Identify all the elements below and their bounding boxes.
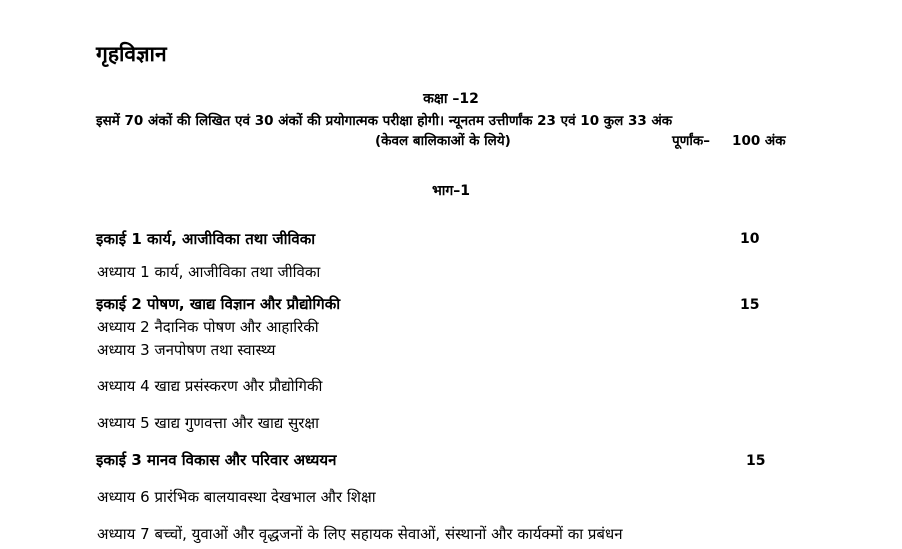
- class-heading: कक्षा –12: [423, 91, 479, 107]
- unit-1-marks: 10: [740, 231, 760, 247]
- part-heading: भाग–1: [431, 183, 471, 199]
- full-marks: [672, 131, 786, 149]
- full-marks-value: 100 अंक: [732, 133, 786, 149]
- chapter-5: अध्याय 5 खाद्य गुणवत्ता और खाद्य सुरक्षा: [97, 414, 320, 432]
- subject-title: गृहविज्ञान: [96, 42, 167, 66]
- exam-scheme-text: इसमें 70 अंकों की लिखित एवं 30 अंकों की प्रयोगात्मक परीक्षा होगी। न्यूनतम उत्तीर्णांक 23 एवं 10 कुल 33 अंक: [96, 113, 673, 129]
- chapter-4: अध्याय 4 खाद्य प्रसंस्करण और प्रौद्योगिकी: [97, 377, 323, 395]
- full-marks-label: पूर्णांक–: [672, 133, 711, 149]
- chapter-2: अध्याय 2 नैदानिक पोषण और आहारिकी: [97, 318, 319, 336]
- chapter-7: अध्याय 7 बच्चों, युवाओं और वृद्धजनों के लिए सहायक सेवाओं, संस्थानों और कार्यक्मों का प्रबंधन: [97, 525, 623, 543]
- unit-2-title: इकाई 2 पोषण, खाद्य विज्ञान और प्रौद्योगिकी: [96, 295, 341, 313]
- unit-3-title: इकाई 3 मानव विकास और परिवार अध्ययन: [96, 451, 337, 469]
- unit-3-marks: 15: [746, 453, 766, 469]
- unit-2-marks: 15: [740, 297, 760, 313]
- chapter-6: अध्याय 6 प्रारंभिक बालयावस्था देखभाल और शिक्षा: [97, 488, 376, 506]
- unit-1-title: इकाई 1 कार्य, आजीविका तथा जीविका: [96, 230, 316, 248]
- chapter-3: अध्याय 3 जनपोषण तथा स्वास्थ्य: [97, 341, 276, 359]
- chapter-1: अध्याय 1 कार्य, आजीविका तथा जीविका: [97, 263, 321, 281]
- girls-only-note: (केवल बालिकाओं के लिये): [375, 133, 511, 149]
